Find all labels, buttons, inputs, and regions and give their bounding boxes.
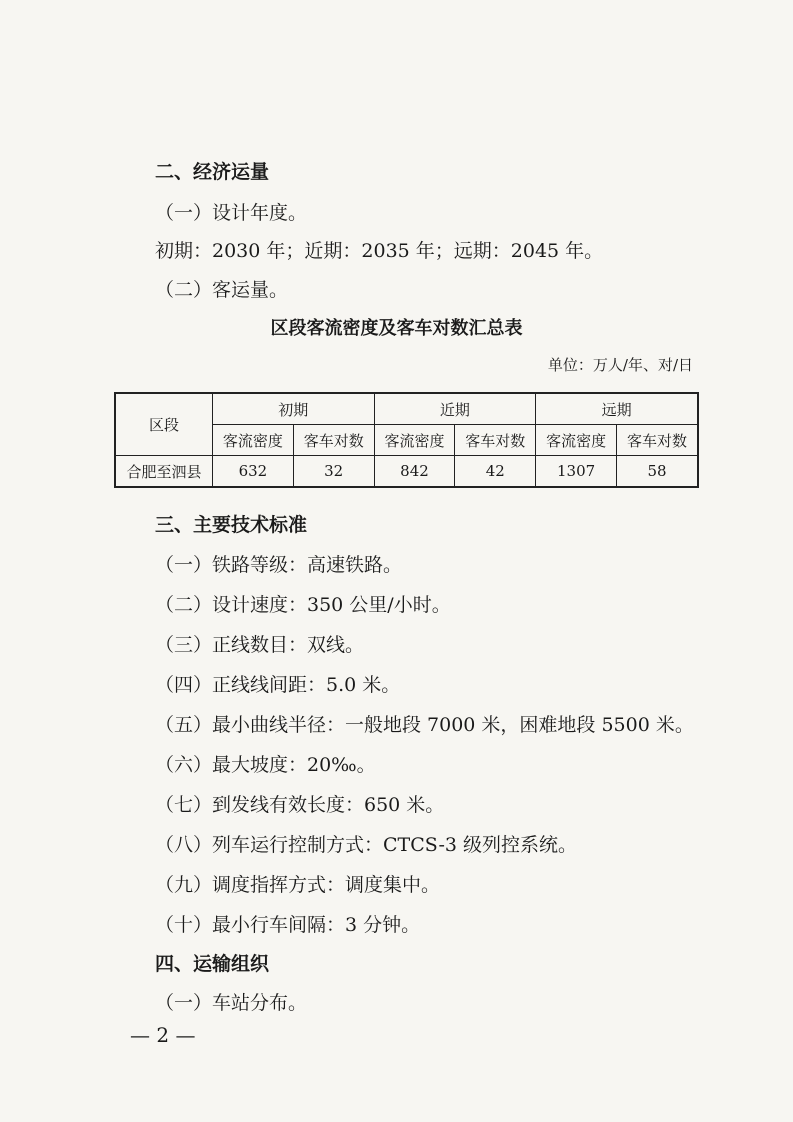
header-period-initial: 初期: [213, 393, 375, 425]
table-unit: 单位：万人/年、对/日: [547, 356, 693, 374]
cell-value: 32: [293, 456, 374, 488]
tech-item: （六）最大坡度：20‰。: [155, 754, 376, 776]
subheader-density: 客流密度: [374, 425, 455, 456]
section-heading-transport-org: 四、运输组织: [155, 953, 270, 975]
tech-item: （五）最小曲线半径：一般地段 7000 米，困难地段 5500 米。: [155, 714, 694, 736]
cell-value: 1307: [536, 456, 617, 488]
design-years-text: 初期：2030 年；近期：2035 年；远期：2045 年。: [155, 240, 604, 262]
tech-item: （十）最小行车间隔：3 分钟。: [155, 914, 421, 936]
tech-item: （一）铁路等级：高速铁路。: [155, 554, 403, 576]
cell-value: 42: [455, 456, 536, 488]
cell-value: 842: [374, 456, 455, 488]
tech-item: （九）调度指挥方式：调度集中。: [155, 874, 441, 896]
page-number: — 2 —: [130, 1023, 196, 1047]
subheader-pairs: 客车对数: [616, 425, 698, 456]
header-section: 区段: [115, 393, 213, 456]
subheader-density: 客流密度: [213, 425, 294, 456]
table-title: 区段客流密度及客车对数汇总表: [270, 318, 523, 339]
subheader-pairs: 客车对数: [455, 425, 536, 456]
summary-table: [114, 392, 699, 488]
row-section-name: 合肥至泗县: [115, 456, 213, 488]
section-heading-tech-standards: 三、主要技术标准: [155, 514, 308, 536]
item-passenger-volume: （二）客运量。: [155, 279, 289, 301]
tech-item: （二）设计速度：350 公里/小时。: [155, 594, 451, 616]
header-period-far: 远期: [536, 393, 698, 425]
cell-value: 632: [213, 456, 294, 488]
table-header-row: [115, 393, 698, 425]
cell-value: 58: [616, 456, 698, 488]
section-heading-economic-volume: 二、经济运量: [155, 161, 270, 183]
subheader-density: 客流密度: [536, 425, 617, 456]
header-period-near: 近期: [374, 393, 536, 425]
tech-item: （八）列车运行控制方式：CTCS-3 级列控系统。: [155, 834, 578, 856]
table-row: [115, 456, 698, 488]
tech-item: （七）到发线有效长度：650 米。: [155, 794, 445, 816]
tech-item: （四）正线线间距：5.0 米。: [155, 674, 401, 696]
tech-item: （三）正线数目：双线。: [155, 634, 365, 656]
subheader-pairs: 客车对数: [293, 425, 374, 456]
item-design-year: （一）设计年度。: [155, 202, 308, 224]
item-station-distribution: （一）车站分布。: [155, 992, 308, 1014]
